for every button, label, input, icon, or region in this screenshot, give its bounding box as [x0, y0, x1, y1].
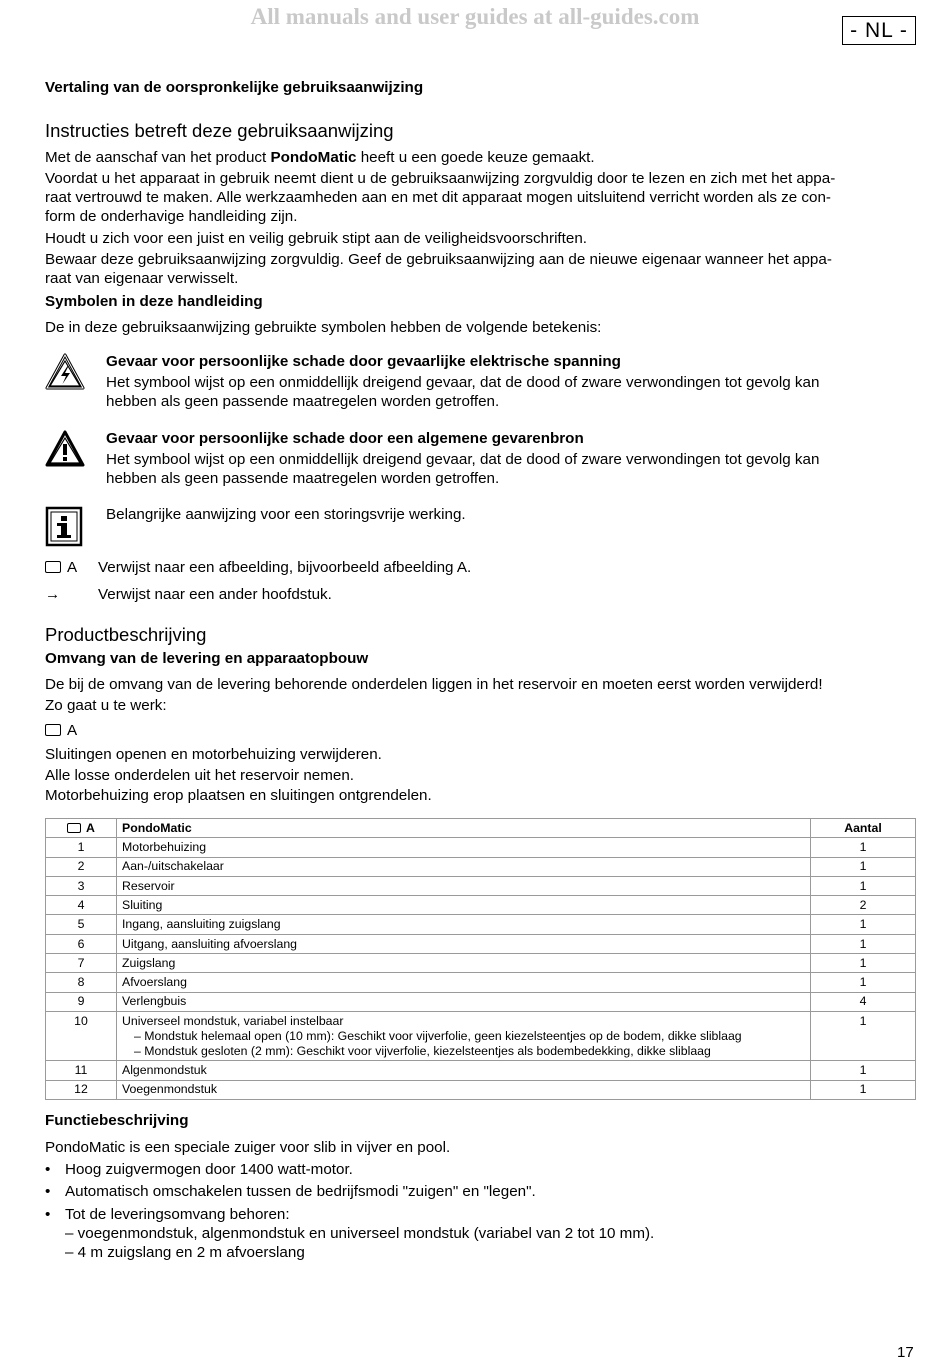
part-name: Algenmondstuk: [122, 1063, 207, 1078]
delivery-intro: De bij de omvang van de levering behorende onderdelen liggen in het reservoir en moeten eerst worden verwijderd!: [45, 676, 823, 693]
part-quantity: 1: [811, 857, 916, 876]
part-number: 3: [46, 876, 117, 895]
part-quantity: 1: [811, 1011, 916, 1060]
section-heading-product: Productbeschrijving: [45, 624, 207, 645]
part-number: 4: [46, 896, 117, 915]
howto-text: Zo gaat u te werk:: [45, 697, 167, 714]
general-warning-icon: [45, 429, 85, 469]
table-row: [46, 857, 916, 876]
bullet-icon: •: [45, 1183, 51, 1200]
function-heading: Functiebeschrijving: [45, 1112, 189, 1129]
part-quantity: 1: [811, 876, 916, 895]
part-quantity: 1: [811, 954, 916, 973]
part-number: 7: [46, 954, 117, 973]
bullet-icon: •: [45, 1206, 51, 1223]
ref-chapter: → Verwijst naar een ander hoofdstuk.: [45, 586, 332, 603]
part-quantity: 1: [811, 838, 916, 857]
part-quantity: 4: [811, 992, 916, 1011]
delivery-subheading: Omvang van de levering en apparaatopbouw: [45, 650, 369, 667]
electric-hazard-icon: [45, 352, 85, 392]
part-name: Reservoir: [122, 878, 175, 893]
table-row: [46, 1080, 916, 1099]
figure-ref-icon: [45, 724, 61, 736]
table-row: [46, 838, 916, 857]
part-quantity: 1: [811, 915, 916, 934]
part-name: Verlengbuis: [122, 994, 187, 1009]
part-number: 12: [46, 1080, 117, 1099]
language-tag: - NL -: [842, 16, 916, 45]
part-quantity: 2: [811, 896, 916, 915]
watermark: All manuals and user guides at all-guides.com: [250, 4, 700, 29]
part-name: Voegenmondstuk: [122, 1082, 218, 1097]
part-quantity: 1: [811, 1080, 916, 1099]
part-sub-note: – Mondstuk gesloten (2 mm): Geschikt voor vijverfolie, kiezelsteentjes als bodembedekking, dikke sliblaag: [134, 1043, 711, 1058]
part-name: Motorbehuizing: [122, 840, 207, 855]
paragraph-safety: Houdt u zich voor een juist en veilig gebruik stipt aan de veiligheidsvoorschriften.: [45, 230, 587, 247]
column-header-product: PondoMatic: [117, 819, 811, 838]
part-name: Sluiting: [122, 897, 163, 912]
document-subtitle: Vertaling van de oorspronkelijke gebruiksaanwijzing: [45, 79, 424, 96]
part-number: 1: [46, 838, 117, 857]
symbol-title: Gevaar voor persoonlijke schade door gevaarlijke elektrische spanning: [106, 353, 621, 370]
table-header-row: [46, 819, 916, 838]
part-quantity: 1: [811, 1061, 916, 1080]
ref-figure: A Verwijst naar een afbeelding, bijvoorbeeld afbeelding A.: [45, 558, 905, 580]
column-header-quantity: Aantal: [811, 819, 916, 838]
part-number: 9: [46, 992, 117, 1011]
symbol-description: Het symbool wijst op een onmiddellijk dreigend gevaar, dat de dood of zware verwondingen tot gevolg kan: [106, 374, 820, 391]
paragraph-keep-manual: Bewaar deze gebruiksaanwijzing zorgvuldig. Geef de gebruiksaanwijzing aan de nieuwe eigenaar wanneer het appa- raat van eigenaar verwisselt.: [45, 251, 832, 287]
part-name: Universeel mondstuk, variabel instelbaar: [122, 1013, 344, 1028]
table-row: [46, 934, 916, 953]
step-item: Sluitingen openen en motorbehuizing verwijderen.: [45, 746, 382, 763]
part-quantity: 1: [811, 973, 916, 992]
table-row: [46, 954, 916, 973]
table-row: [46, 896, 916, 915]
bullet-icon: •: [45, 1161, 51, 1178]
part-number: 10: [46, 1011, 117, 1060]
part-name: Afvoerslang: [122, 975, 187, 990]
table-row: [46, 973, 916, 992]
section-heading-instructions: Instructies betreft deze gebruiksaanwijzing: [45, 120, 394, 141]
part-number: 8: [46, 973, 117, 992]
table-row: [46, 915, 916, 934]
part-number: 2: [46, 857, 117, 876]
part-number: 11: [46, 1061, 117, 1080]
table-row: [46, 1061, 916, 1080]
parts-table: [45, 818, 916, 1100]
part-sub-note: – Mondstuk helemaal open (10 mm): Geschikt voor vijverfolie, geen kiezelsteentjes op de bodem, dikke sliblaag: [134, 1028, 742, 1043]
part-name: Ingang, aansluiting zuigslang: [122, 917, 281, 932]
intro-paragraph: Met de aanschaf van het product PondoMatic heeft u een goede keuze gemaakt.: [45, 149, 595, 166]
figure-ref: A: [45, 721, 910, 741]
symbol-description: Het symbool wijst op een onmiddellijk dreigend gevaar, dat de dood of zware verwondingen tot gevolg kan: [106, 451, 820, 468]
info-icon: [45, 505, 83, 547]
arrow-right-icon: →: [45, 586, 61, 603]
part-name: Uitgang, aansluiting afvoerslang: [122, 936, 298, 951]
symbols-intro: De in deze gebruiksaanwijzing gebruikte symbolen hebben de volgende betekenis:: [45, 319, 602, 336]
paragraph-read-manual: Voordat u het apparaat in gebruik neemt dient u de gebruiksaanwijzing zorgvuldig door te lezen en zich met het appa- raat vertrouwd te maken. Alle werkzaamheden aan en met dit apparaat mogen uitsluitend verricht worden als ze con- form de onderhavige handleiding zijn.: [45, 170, 836, 225]
table-row: [46, 1011, 916, 1060]
step-item: Motorbehuizing erop plaatsen en sluitingen ontgrendelen.: [45, 787, 432, 804]
steps-list: [45, 745, 910, 806]
part-quantity: 1: [811, 934, 916, 953]
function-intro: PondoMatic is een speciale zuiger voor slib in vijver en pool.: [45, 1139, 451, 1156]
page-number: 17: [897, 1344, 914, 1361]
step-item: Alle losse onderdelen uit het reservoir nemen.: [45, 766, 354, 784]
symbols-heading: Symbolen in deze handleiding: [45, 293, 263, 310]
part-name: Zuigslang: [122, 955, 176, 970]
part-number: 5: [46, 915, 117, 934]
product-name: PondoMatic: [270, 149, 357, 166]
table-row: [46, 992, 916, 1011]
symbol-title: Gevaar voor persoonlijke schade door een algemene gevarenbron: [106, 430, 584, 447]
symbol-description: Belangrijke aanwijzing voor een storingsvrije werking.: [106, 506, 466, 523]
column-header-figure: A: [46, 819, 117, 838]
part-number: 6: [46, 934, 117, 953]
part-name: Aan-/uitschakelaar: [122, 859, 224, 874]
table-row: [46, 876, 916, 895]
figure-ref-icon: A: [45, 558, 77, 578]
